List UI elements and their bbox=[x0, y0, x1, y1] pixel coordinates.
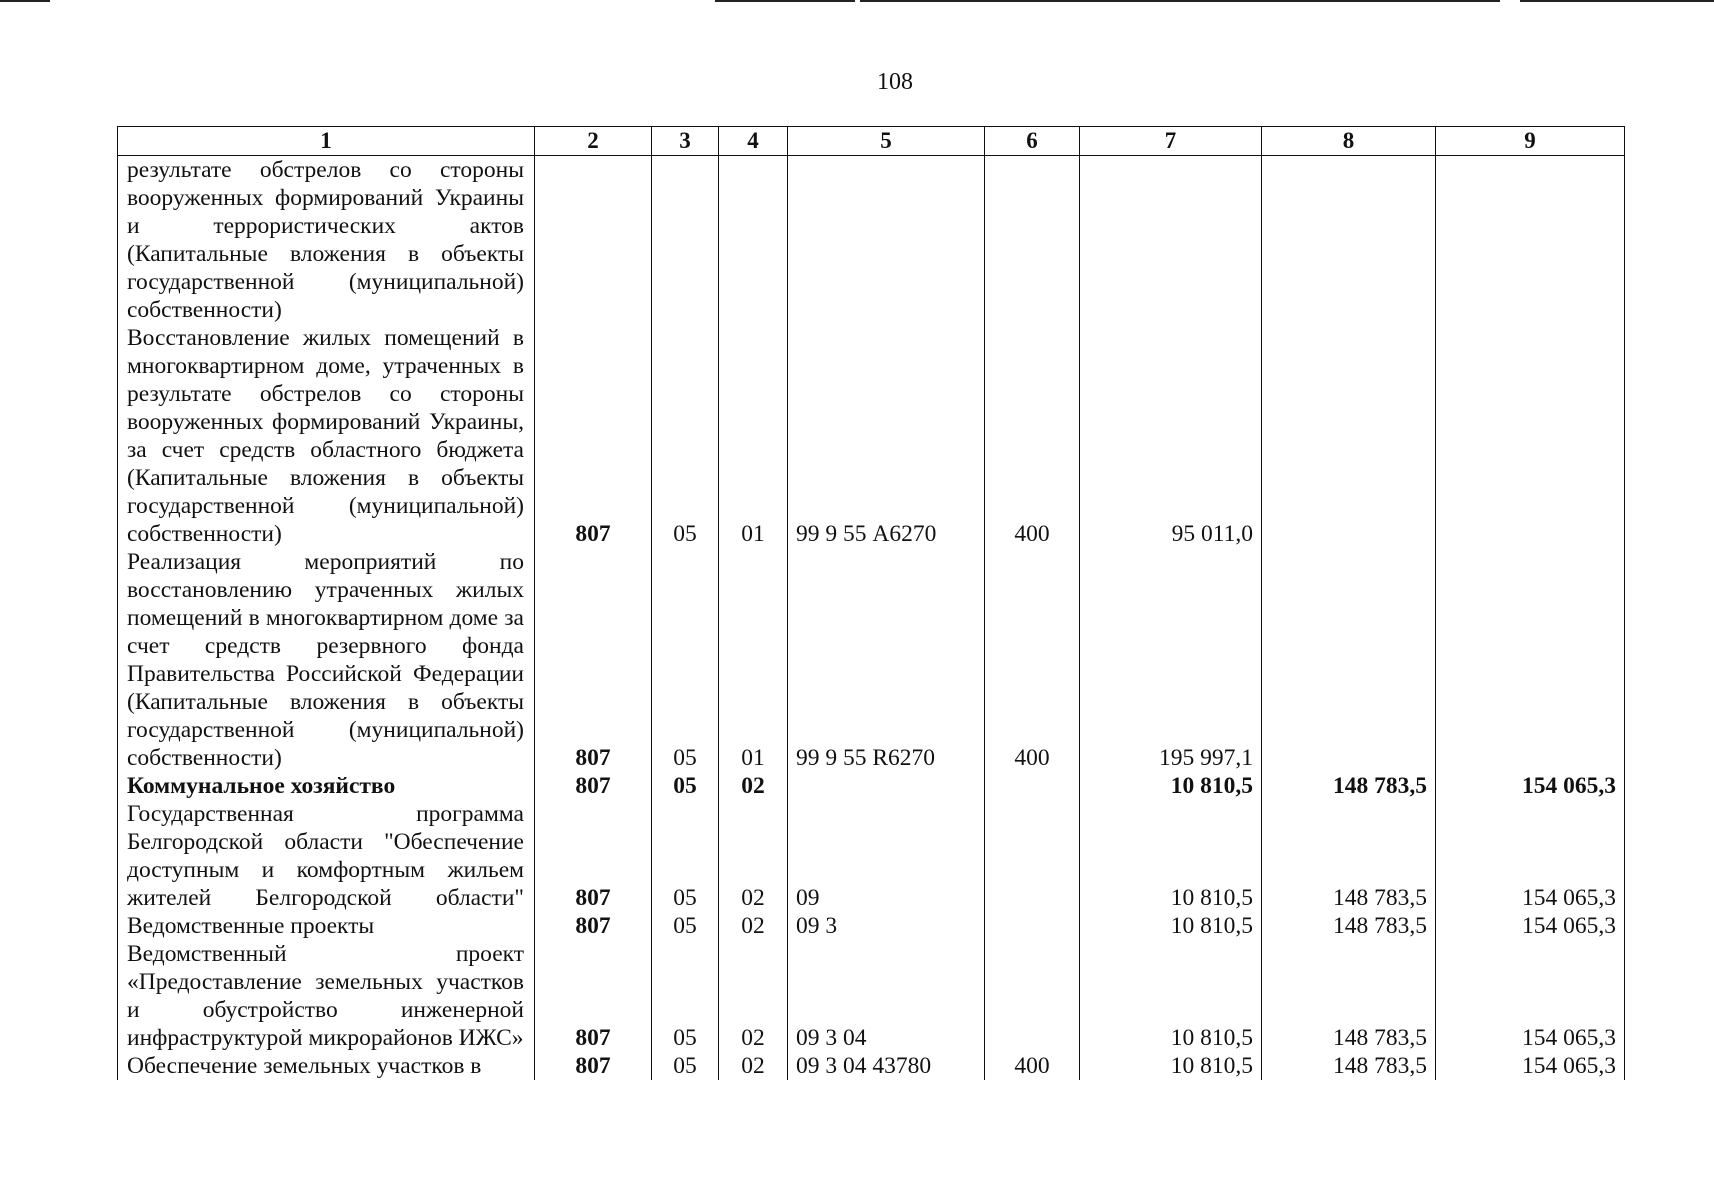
cell-pr: 02 bbox=[719, 1052, 788, 1080]
cell-csr: 99 9 55 R6270 bbox=[788, 548, 985, 772]
row-name: Коммунальное хозяйство bbox=[118, 772, 535, 800]
column-header: 6 bbox=[985, 127, 1080, 156]
cell-year3 bbox=[1436, 324, 1625, 548]
cell-ved: 807 bbox=[535, 800, 652, 912]
row-name: результате обстрелов со стороны вооруженных формирований Украины и террористических актов (Капитальные вложения в объекты государственной (муниципальной) собственности) bbox=[118, 156, 535, 325]
cell-csr: 09 3 bbox=[788, 912, 985, 940]
cell-pr: 02 bbox=[719, 772, 788, 800]
cell-year3: 154 065,3 bbox=[1436, 772, 1625, 800]
cell-pr: 02 bbox=[719, 940, 788, 1052]
column-header: 2 bbox=[535, 127, 652, 156]
cell-rz: 05 bbox=[652, 324, 719, 548]
cell-year1: 10 810,5 bbox=[1080, 772, 1262, 800]
cell-year1: 10 810,5 bbox=[1080, 940, 1262, 1052]
scan-edge-line bbox=[0, 0, 50, 2]
cell-year2 bbox=[1262, 548, 1436, 772]
cell-ved: 807 bbox=[535, 940, 652, 1052]
budget-table bbox=[117, 126, 1625, 1080]
cell-year1: 10 810,5 bbox=[1080, 912, 1262, 940]
cell-rz: 05 bbox=[652, 912, 719, 940]
cell-csr: 09 3 04 bbox=[788, 940, 985, 1052]
table-row bbox=[118, 324, 1625, 548]
cell-year2: 148 783,5 bbox=[1262, 772, 1436, 800]
row-name: Ведомственный проект «Предоставление земельных участков и обустройство инженерной инфраструктурой микрорайонов ИЖС» bbox=[118, 940, 535, 1052]
cell-rz: 05 bbox=[652, 800, 719, 912]
table-row bbox=[118, 156, 1625, 325]
cell-year3 bbox=[1436, 156, 1625, 325]
cell-rz: 05 bbox=[652, 940, 719, 1052]
cell-year3: 154 065,3 bbox=[1436, 912, 1625, 940]
cell-vr: 400 bbox=[985, 324, 1080, 548]
column-header: 4 bbox=[719, 127, 788, 156]
cell-pr bbox=[719, 156, 788, 325]
cell-year2: 148 783,5 bbox=[1262, 800, 1436, 912]
table-row bbox=[118, 800, 1625, 912]
cell-year3: 154 065,3 bbox=[1436, 800, 1625, 912]
row-name: Государственная программа Белгородской области "Обеспечение доступным и комфортным жильем жителей Белгородской области" bbox=[118, 800, 535, 912]
cell-ved bbox=[535, 156, 652, 325]
cell-pr: 02 bbox=[719, 800, 788, 912]
table-row bbox=[118, 772, 1625, 800]
table-row bbox=[118, 940, 1625, 1052]
cell-year1: 10 810,5 bbox=[1080, 1052, 1262, 1080]
cell-year2 bbox=[1262, 156, 1436, 325]
column-header: 1 bbox=[118, 127, 535, 156]
table-row bbox=[118, 548, 1625, 772]
cell-year1: 10 810,5 bbox=[1080, 800, 1262, 912]
cell-vr bbox=[985, 940, 1080, 1052]
scan-edge-line bbox=[860, 0, 1500, 2]
cell-year2: 148 783,5 bbox=[1262, 1052, 1436, 1080]
header-row bbox=[118, 127, 1625, 156]
cell-year1 bbox=[1080, 156, 1262, 325]
cell-ved: 807 bbox=[535, 548, 652, 772]
cell-ved: 807 bbox=[535, 324, 652, 548]
cell-year2: 148 783,5 bbox=[1262, 940, 1436, 1052]
cell-vr: 400 bbox=[985, 1052, 1080, 1080]
cell-rz bbox=[652, 156, 719, 325]
cell-vr: 400 bbox=[985, 548, 1080, 772]
cell-year2: 148 783,5 bbox=[1262, 912, 1436, 940]
row-name: Обеспечение земельных участков в bbox=[118, 1052, 535, 1080]
cell-csr: 09 bbox=[788, 800, 985, 912]
table-row bbox=[118, 912, 1625, 940]
cell-csr: 09 3 04 43780 bbox=[788, 1052, 985, 1080]
row-name: Восстановление жилых помещений в многоквартирном доме, утраченных в результате обстрелов со стороны вооруженных формирований Украины, за счет средств областного бюджета (Капитальные вложения в объекты государственной (муниципальной) собственности) bbox=[118, 324, 535, 548]
cell-vr bbox=[985, 772, 1080, 800]
cell-pr: 01 bbox=[719, 324, 788, 548]
scan-edge-line bbox=[715, 0, 855, 2]
cell-vr bbox=[985, 800, 1080, 912]
cell-year1: 95 011,0 bbox=[1080, 324, 1262, 548]
cell-rz: 05 bbox=[652, 1052, 719, 1080]
column-header: 5 bbox=[788, 127, 985, 156]
cell-ved: 807 bbox=[535, 772, 652, 800]
column-header: 3 bbox=[652, 127, 719, 156]
cell-rz: 05 bbox=[652, 548, 719, 772]
cell-pr: 02 bbox=[719, 912, 788, 940]
cell-year3 bbox=[1436, 548, 1625, 772]
row-name: Реализация мероприятий по восстановлению утраченных жилых помещений в многоквартирном доме за счет средств резервного фонда Правительства Российской Федерации (Капитальные вложения в объекты государственной (муниципальной) собственности) bbox=[118, 548, 535, 772]
scan-edge-line bbox=[1520, 0, 1714, 2]
cell-ved: 807 bbox=[535, 1052, 652, 1080]
cell-csr: 99 9 55 А6270 bbox=[788, 324, 985, 548]
column-header: 9 bbox=[1436, 127, 1625, 156]
column-header: 8 bbox=[1262, 127, 1436, 156]
row-name: Ведомственные проекты bbox=[118, 912, 535, 940]
cell-year1: 195 997,1 bbox=[1080, 548, 1262, 772]
cell-ved: 807 bbox=[535, 912, 652, 940]
cell-vr bbox=[985, 156, 1080, 325]
cell-year3: 154 065,3 bbox=[1436, 1052, 1625, 1080]
column-header: 7 bbox=[1080, 127, 1262, 156]
cell-csr bbox=[788, 772, 985, 800]
page-number: 108 bbox=[877, 69, 913, 95]
cell-year3: 154 065,3 bbox=[1436, 940, 1625, 1052]
cell-vr bbox=[985, 912, 1080, 940]
cell-rz: 05 bbox=[652, 772, 719, 800]
cell-pr: 01 bbox=[719, 548, 788, 772]
cell-csr bbox=[788, 156, 985, 325]
table-row bbox=[118, 1052, 1625, 1080]
cell-year2 bbox=[1262, 324, 1436, 548]
